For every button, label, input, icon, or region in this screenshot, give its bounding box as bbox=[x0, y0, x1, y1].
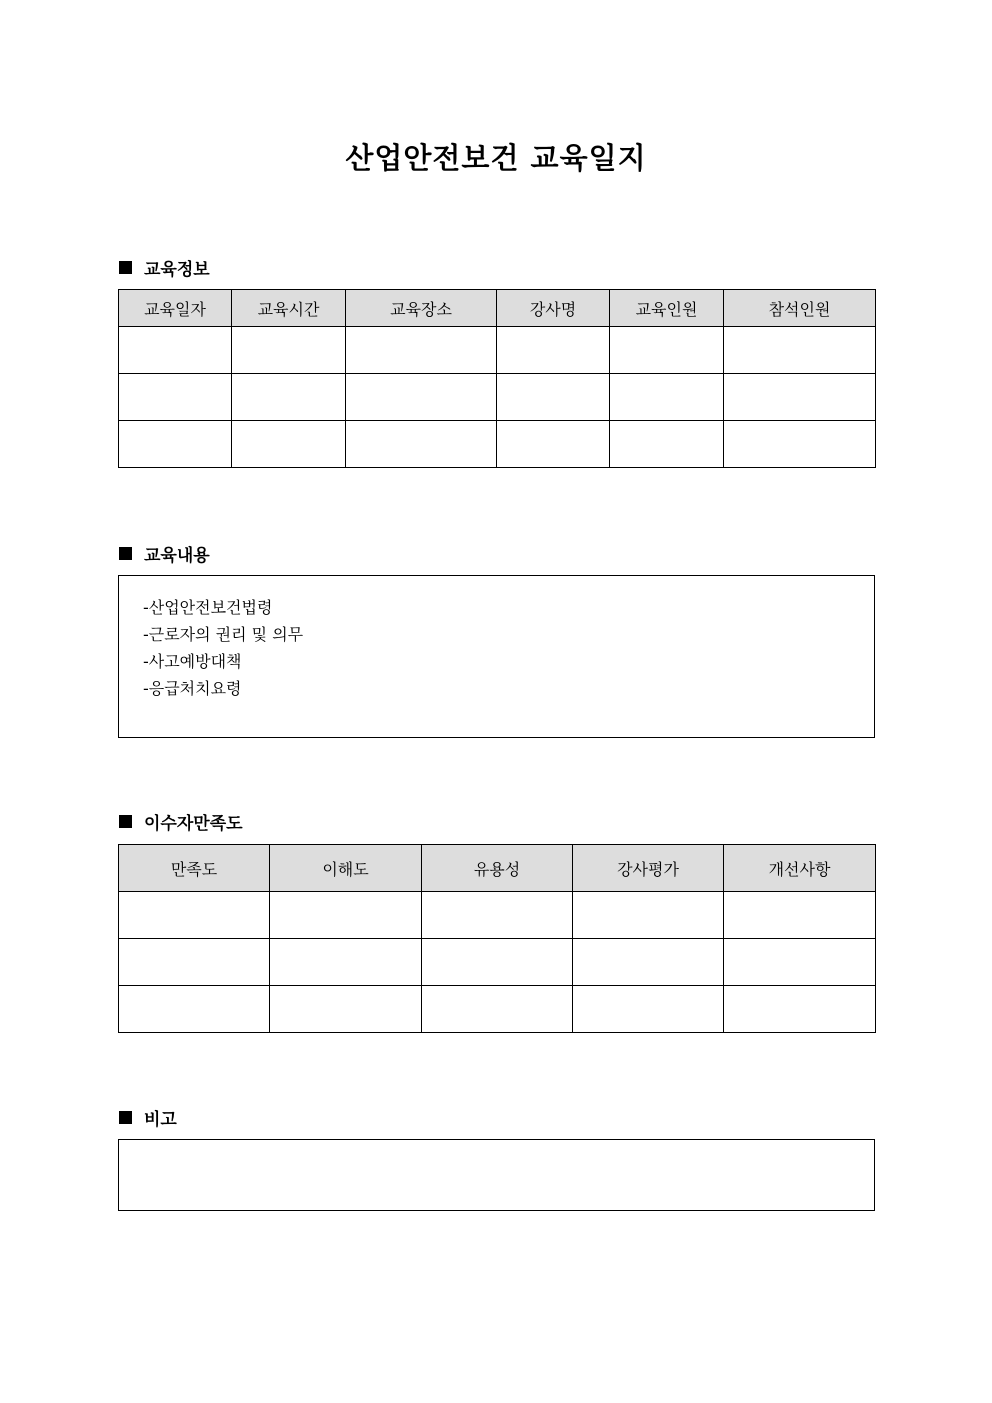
table-cell[interactable] bbox=[232, 421, 346, 468]
table-cell[interactable] bbox=[232, 327, 346, 374]
table-header-row bbox=[119, 845, 876, 892]
table-cell[interactable] bbox=[119, 986, 270, 1033]
table-header-row bbox=[119, 290, 876, 327]
table-row bbox=[119, 421, 876, 468]
education-info-table bbox=[118, 289, 876, 468]
table-cell[interactable] bbox=[422, 892, 573, 939]
satisfaction-table bbox=[118, 844, 876, 1033]
column-header: 교육일자 bbox=[119, 290, 232, 327]
table-row bbox=[119, 327, 876, 374]
section-title: 비고 bbox=[144, 1110, 177, 1130]
list-item: -산업안전보건법령 bbox=[143, 598, 273, 617]
column-header: 만족도 bbox=[119, 845, 270, 892]
table-cell[interactable] bbox=[610, 421, 724, 468]
table-cell[interactable] bbox=[232, 374, 346, 421]
table-cell[interactable] bbox=[119, 892, 270, 939]
column-header: 교육시간 bbox=[232, 290, 346, 327]
table-cell[interactable] bbox=[346, 421, 497, 468]
table-row bbox=[119, 892, 876, 939]
section-title: 이수자만족도 bbox=[144, 814, 243, 834]
education-content-box[interactable] bbox=[118, 575, 875, 738]
column-header: 개선사항 bbox=[724, 845, 876, 892]
table-cell[interactable] bbox=[119, 939, 270, 986]
section-title: 교육내용 bbox=[144, 546, 210, 566]
list-item: -사고예방대책 bbox=[143, 652, 242, 671]
page-title: 산업안전보건 교육일지 bbox=[345, 141, 647, 175]
column-header: 참석인원 bbox=[724, 290, 876, 327]
table-row bbox=[119, 939, 876, 986]
table-cell[interactable] bbox=[346, 374, 497, 421]
table-cell[interactable] bbox=[724, 374, 876, 421]
column-header: 강사평가 bbox=[573, 845, 724, 892]
table-cell[interactable] bbox=[346, 327, 497, 374]
column-header: 교육장소 bbox=[346, 290, 497, 327]
list-item: -근로자의 권리 및 의무 bbox=[143, 625, 304, 644]
table-cell[interactable] bbox=[270, 892, 422, 939]
table-cell[interactable] bbox=[724, 892, 876, 939]
content-list bbox=[119, 576, 874, 702]
table-cell[interactable] bbox=[610, 327, 724, 374]
table-cell[interactable] bbox=[422, 986, 573, 1033]
column-header: 유용성 bbox=[422, 845, 573, 892]
section-heading-content bbox=[119, 541, 210, 566]
section-title: 교육정보 bbox=[144, 260, 210, 280]
table-cell[interactable] bbox=[119, 327, 232, 374]
column-header: 교육인원 bbox=[610, 290, 724, 327]
remarks-box[interactable] bbox=[118, 1139, 875, 1211]
table-cell[interactable] bbox=[119, 374, 232, 421]
table-cell[interactable] bbox=[573, 939, 724, 986]
table-cell[interactable] bbox=[497, 421, 610, 468]
table-cell[interactable] bbox=[422, 939, 573, 986]
list-item: -응급처치요령 bbox=[143, 679, 242, 698]
table-cell[interactable] bbox=[119, 421, 232, 468]
square-bullet-icon bbox=[119, 261, 132, 274]
table-cell[interactable] bbox=[724, 986, 876, 1033]
table-cell[interactable] bbox=[724, 327, 876, 374]
section-heading-satisfaction bbox=[119, 809, 243, 834]
table-cell[interactable] bbox=[724, 421, 876, 468]
square-bullet-icon bbox=[119, 547, 132, 560]
table-row bbox=[119, 374, 876, 421]
section-heading-remarks bbox=[119, 1105, 177, 1130]
table-cell[interactable] bbox=[724, 939, 876, 986]
table-cell[interactable] bbox=[573, 892, 724, 939]
table-cell[interactable] bbox=[497, 327, 610, 374]
table-cell[interactable] bbox=[573, 986, 724, 1033]
column-header: 강사명 bbox=[497, 290, 610, 327]
table-row bbox=[119, 986, 876, 1033]
column-header: 이해도 bbox=[270, 845, 422, 892]
square-bullet-icon bbox=[119, 815, 132, 828]
section-heading-info bbox=[119, 255, 210, 280]
square-bullet-icon bbox=[119, 1111, 132, 1124]
table-cell[interactable] bbox=[270, 986, 422, 1033]
table-cell[interactable] bbox=[270, 939, 422, 986]
table-cell[interactable] bbox=[497, 374, 610, 421]
table-cell[interactable] bbox=[610, 374, 724, 421]
